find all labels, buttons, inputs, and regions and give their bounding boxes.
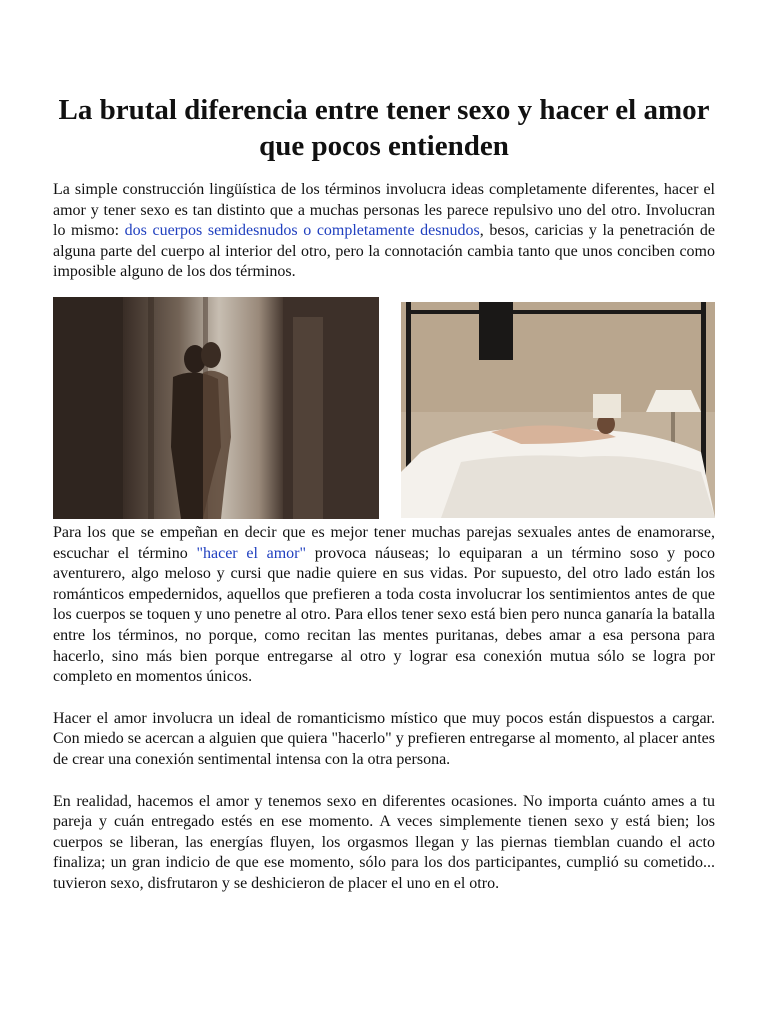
- paragraph-2-text-a: Para los que se empeñan en decir que es mejor tener muchas parejas sexuales antes de enamorarse, escuchar el término: [53, 523, 715, 562]
- paragraph-intro-text-b: , besos, caricias y la penetración de alguna parte del cuerpo al interior del otro, pero la connotación cambia tanto que unos conciben como imposible alguno de los dos términos.: [53, 222, 716, 281]
- article-title: La brutal diferencia entre tener sexo y hacer el amor que pocos entienden: [58, 94, 710, 162]
- silhouette-window-photo: [53, 297, 379, 519]
- link-hacer-el-amor[interactable]: "hacer el amor": [196, 544, 307, 562]
- photo-row: [53, 297, 715, 521]
- paragraph-romanticismo: Hacer el amor involucra un ideal de romanticismo místico que muy pocos están dispuestos a cargar. Con miedo se acercan a alguien que quiera "hacerlo" y prefieren entregarse al momento, al placer antes de crear una conexión sentimental intensa con la otra persona.: [53, 709, 715, 768]
- paragraph-hacer-el-amor: [53, 523, 715, 688]
- paragraph-intro-text-a: La simple construcción lingüística de los términos involucra ideas completamente diferentes, hacer el amor y tener sexo es tan distinto que a muchas personas les parece repulsivo uno del otro. Involucran lo mismo:: [53, 181, 715, 240]
- article: [53, 0, 715, 894]
- bed-canopy-photo: [401, 302, 715, 518]
- paragraph-2-text-b: provoca náuseas; lo equiparan a un término soso y poco aventurero, algo meloso y cursi que nadie quiere en sus vidas. Por supuesto, del otro lado están los románticos empedernidos, aquellos que prefieren a toda costa involucrar los sentimientos antes de que los cuerpos se toquen y uno penetre al otro. Para ellos tener sexo está bien pero nunca ganaría la batalla entre los términos, no porque, como recitan las mentes puritanas, debes amar a esa persona para hacerlo, sino más bien porque entregarse al otro y lograr esa conexión mutua sólo se logra por completo en momentos únicos.: [53, 544, 715, 686]
- paragraph-intro: [53, 180, 715, 283]
- link-cuerpos-semidesnudos[interactable]: dos cuerpos semidesnudos o completamente desnudos: [124, 222, 480, 240]
- paragraph-en-realidad: En realidad, hacemos el amor y tenemos sexo en diferentes ocasiones. No importa cuánto ames a tu pareja y cuán entregado estés en ese momento. A veces simplemente tienen sexo y está bien; los cuerpos se liberan, las energías fluyen, los orgasmos llegan y las piernas tiemblan cuando el acto finaliza; un gran indicio de que ese momento, sólo para los dos participantes, cumplió su cometido... tuvieron sexo, disfrutaron y se deshicieron de placer el uno en el otro.: [53, 792, 715, 892]
